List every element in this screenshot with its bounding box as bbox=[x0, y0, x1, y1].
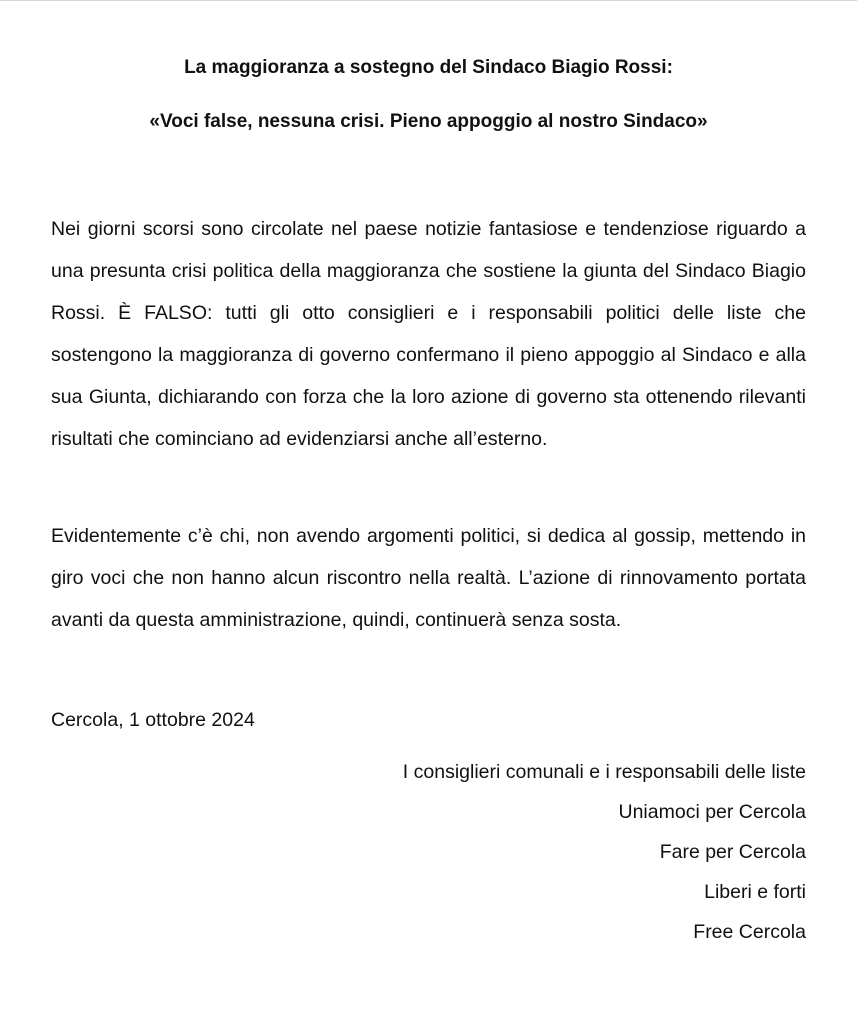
document-title: La maggioranza a sostegno del Sindaco Biagio Rossi: bbox=[184, 57, 673, 78]
signature-line-list-4: Free Cercola bbox=[693, 921, 806, 943]
body-paragraph-2: Evidentemente c’è chi, non avendo argomenti politici, si dedica al gossip, mettendo in giro voci che non hanno alcun riscontro nella realtà. L’azione di rinnovamento portata avanti da questa amministrazione, quindi, continuerà senza sosta. bbox=[51, 525, 806, 631]
body-paragraph-1: Nei giorni scorsi sono circolate nel paese notizie fantasiose e tendenziose riguardo a una presunta crisi politica della maggioranza che sostiene la giunta del Sindaco Biagio Rossi. È FALSO: tutti gli otto consiglieri e i responsabili politici delle liste che sostengono la maggioranza di governo confermano il pieno appoggio al Sindaco e alla sua Giunta, dichiarando con forza che la loro azione di governo sta ottenendo rilevanti risultati che cominciano ad evidenziarsi anche all’esterno. bbox=[51, 218, 806, 450]
top-border bbox=[0, 0, 857, 1]
signature-line-list-2: Fare per Cercola bbox=[659, 841, 806, 863]
signature-line-list-3: Liberi e forti bbox=[704, 881, 806, 903]
signature-line-signatories: I consiglieri comunali e i responsabili delle liste bbox=[402, 761, 806, 783]
signature-line-list-1: Uniamoci per Cercola bbox=[618, 801, 806, 823]
signature-block bbox=[403, 752, 806, 952]
document-date: Cercola, 1 ottobre 2024 bbox=[51, 709, 255, 731]
document-subtitle: «Voci false, nessuna crisi. Pieno appoggio al nostro Sindaco» bbox=[149, 111, 708, 132]
